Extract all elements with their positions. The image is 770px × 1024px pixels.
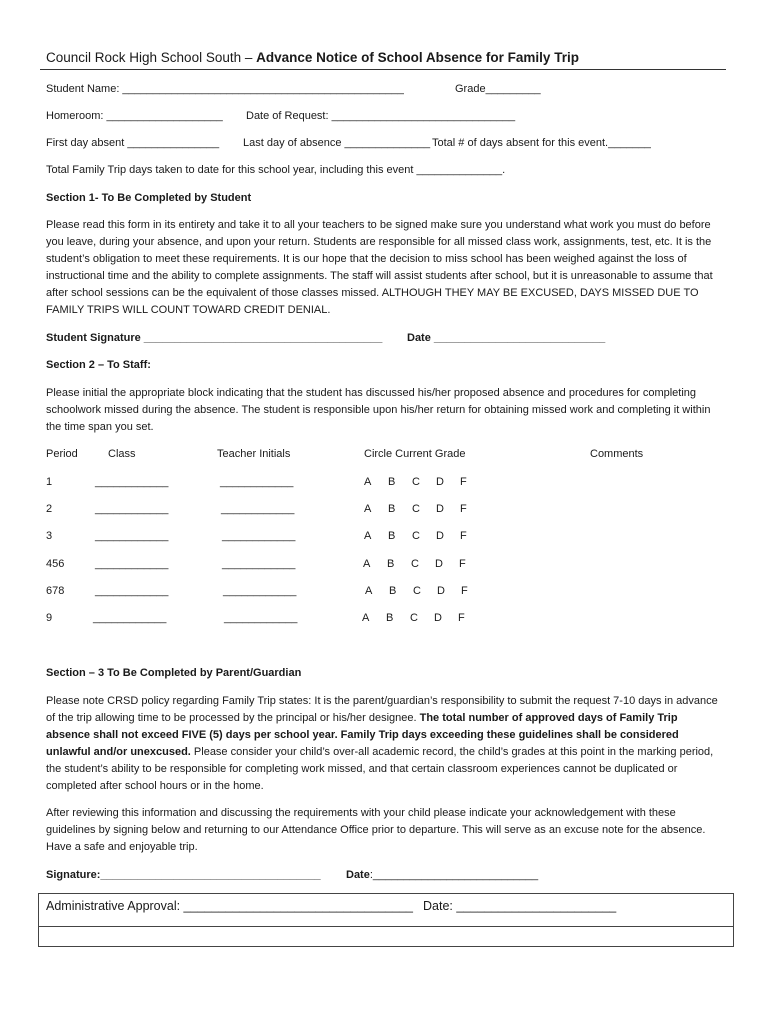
student-signature-field[interactable]: Student Signature _______________________________________ bbox=[46, 332, 383, 344]
teacher-initials-field[interactable]: ____________ bbox=[224, 612, 298, 624]
parent-date-label: Date bbox=[346, 869, 370, 881]
admin-date-field[interactable]: Date: _______________________ bbox=[423, 899, 617, 913]
section3-acknowledgement: After reviewing this information and discussing the requirements with your child please indicate your acknowledgement with these guidelines by signing below and returning to our Attendance Office prior to departure. This will serve as an excuse note for the absence. Have a safe and enjoyable trip. bbox=[46, 807, 706, 853]
grade-option[interactable]: A bbox=[364, 476, 372, 488]
policy-limit-text: The total number of approved days of Family Trip absence shall not exceed FIVE (5) days per school year. Family Trip days exceeding these guidelines shall be considered unlawful and/or unexcused. bbox=[46, 712, 679, 758]
period-number: 456 bbox=[46, 558, 65, 570]
period-number: 1 bbox=[46, 476, 53, 488]
policy-guidance-text: Please consider your child’s over-all academic record, the child’s grades at this point in the marking period, the student’s ability to be responsible for completing work missed, and that certain classroom experiences cannot be duplicated or completed after school hours or in the home. bbox=[46, 746, 714, 792]
grade-option[interactable]: F bbox=[459, 558, 466, 570]
grade-option[interactable]: C bbox=[412, 503, 420, 515]
grade-options bbox=[365, 585, 485, 597]
title-divider bbox=[40, 69, 726, 70]
student-signature-date-field[interactable]: Date ____________________________ bbox=[407, 332, 606, 344]
grade-option[interactable]: D bbox=[437, 585, 445, 597]
grade-option[interactable]: C bbox=[411, 558, 419, 570]
column-class: Class bbox=[108, 448, 136, 460]
teacher-initials-field[interactable]: ____________ bbox=[221, 503, 295, 515]
admin-approval-field[interactable]: Administrative Approval: _________________________________ bbox=[46, 899, 413, 913]
grade-option[interactable]: B bbox=[386, 612, 394, 624]
column-circle-grade: Circle Current Grade bbox=[364, 448, 466, 460]
class-field[interactable]: ____________ bbox=[95, 530, 169, 542]
class-field[interactable]: ____________ bbox=[95, 503, 169, 515]
class-field[interactable]: ____________ bbox=[95, 585, 169, 597]
grade-option[interactable]: F bbox=[461, 585, 468, 597]
grade-options bbox=[363, 558, 483, 570]
column-period: Period bbox=[46, 448, 78, 460]
student-name-field[interactable]: Student Name: ______________________________________________ bbox=[46, 83, 404, 95]
grade-option[interactable]: A bbox=[363, 558, 371, 570]
section2-heading: Section 2 – To Staff: bbox=[46, 359, 151, 371]
grade-option[interactable]: C bbox=[410, 612, 418, 624]
grade-option[interactable]: B bbox=[388, 503, 396, 515]
section1-heading: Section 1- To Be Completed by Student bbox=[46, 192, 252, 204]
first-day-absent-field[interactable]: First day absent _______________ bbox=[46, 137, 220, 149]
form-title: Advance Notice of School Absence for Family Trip bbox=[256, 50, 579, 65]
grade-option[interactable]: B bbox=[388, 476, 396, 488]
teacher-initials-field[interactable]: ____________ bbox=[222, 530, 296, 542]
period-number: 3 bbox=[46, 530, 53, 542]
section3-heading: Section – 3 To Be Completed by Parent/Guardian bbox=[46, 667, 302, 679]
grade-option[interactable]: B bbox=[389, 585, 397, 597]
teacher-initials-field[interactable]: ____________ bbox=[222, 558, 296, 570]
grade-field[interactable]: Grade_________ bbox=[455, 83, 541, 95]
grade-option[interactable]: C bbox=[413, 585, 421, 597]
grade-option[interactable]: F bbox=[460, 476, 467, 488]
grade-options bbox=[362, 612, 482, 624]
grade-option[interactable]: A bbox=[364, 503, 372, 515]
class-field[interactable]: ____________ bbox=[95, 558, 169, 570]
grade-options bbox=[364, 476, 484, 488]
teacher-initials-field[interactable]: ____________ bbox=[223, 585, 297, 597]
homeroom-field[interactable]: Homeroom: ___________________ bbox=[46, 110, 223, 122]
column-comments: Comments bbox=[590, 448, 644, 460]
date-of-request-field[interactable]: Date of Request: ______________________________ bbox=[246, 110, 516, 122]
grade-option[interactable]: B bbox=[388, 530, 396, 542]
school-name: Council Rock High School South – bbox=[46, 50, 257, 65]
grade-option[interactable]: A bbox=[362, 612, 370, 624]
grade-option[interactable]: A bbox=[365, 585, 373, 597]
grade-option[interactable]: C bbox=[412, 476, 420, 488]
grade-option[interactable]: F bbox=[458, 612, 465, 624]
page-title bbox=[46, 50, 579, 65]
grade-option[interactable]: D bbox=[436, 476, 444, 488]
grade-option[interactable]: D bbox=[435, 558, 443, 570]
section3-policy bbox=[46, 693, 718, 795]
grade-option[interactable]: C bbox=[412, 530, 420, 542]
period-number: 9 bbox=[46, 612, 53, 624]
grade-option[interactable]: F bbox=[460, 503, 467, 515]
grade-option[interactable]: D bbox=[436, 530, 444, 542]
class-field[interactable]: ____________ bbox=[95, 476, 169, 488]
parent-date-field[interactable] bbox=[346, 869, 538, 881]
grade-option[interactable]: F bbox=[460, 530, 467, 542]
grade-options bbox=[364, 503, 484, 515]
class-field[interactable]: ____________ bbox=[93, 612, 167, 624]
period-number: 678 bbox=[46, 585, 65, 597]
admin-box-divider bbox=[38, 926, 734, 927]
column-teacher-initials: Teacher Initials bbox=[217, 448, 291, 460]
section1-body: Please read this form in its entirety and take it to all your teachers to be signed make sure you understand what work you must do before you leave, during your absence, and upon your return. Students are responsible for all missed class work, assignments, test, etc. It is the student’s obligation to meet these requirements. It is our hope that the decision to miss school has been weighed against the loss of instructional time and the ability to complete assignments. The staff will assist students after school, but it is unreasonable to assume that after school sessions can be the equivalent of those classes missed. ALTHOUGH THEY MAY BE EXCUSED, DAYS MISSED DUE TO FAMILY TRIPS WILL COUNT TOWARD CREDIT DENIAL. bbox=[46, 219, 713, 316]
parent-date-line: :___________________________ bbox=[369, 869, 539, 881]
grade-option[interactable]: A bbox=[364, 530, 372, 542]
policy-text: Please note CRSD policy regarding Family Trip states: It is the parent/guardian’s responsibility to submit the request 7-10 days in advance of the trip allowing time to be processed by the principal or his/her designee. bbox=[46, 695, 718, 724]
grade-option[interactable]: D bbox=[436, 503, 444, 515]
last-day-absent-field[interactable]: Last day of absence ______________ bbox=[243, 137, 431, 149]
total-trip-days-field[interactable]: Total Family Trip days taken to date for this school year, including this event ______________. bbox=[46, 164, 506, 176]
period-number: 2 bbox=[46, 503, 53, 515]
section2-body: Please initial the appropriate block indicating that the student has discussed his/her proposed absence and procedures for completing schoolwork missed during the absence. The student is responsible upon his/her return for obtaining missed work and completing it within the time span you set. bbox=[46, 387, 711, 433]
teacher-initials-field[interactable]: ____________ bbox=[220, 476, 294, 488]
total-days-absent-field[interactable]: Total # of days absent for this event._______ bbox=[432, 137, 651, 149]
parent-signature-field[interactable]: Signature:____________________________________ bbox=[46, 869, 321, 881]
grade-option[interactable]: D bbox=[434, 612, 442, 624]
grade-option[interactable]: B bbox=[387, 558, 395, 570]
grade-options bbox=[364, 530, 484, 542]
